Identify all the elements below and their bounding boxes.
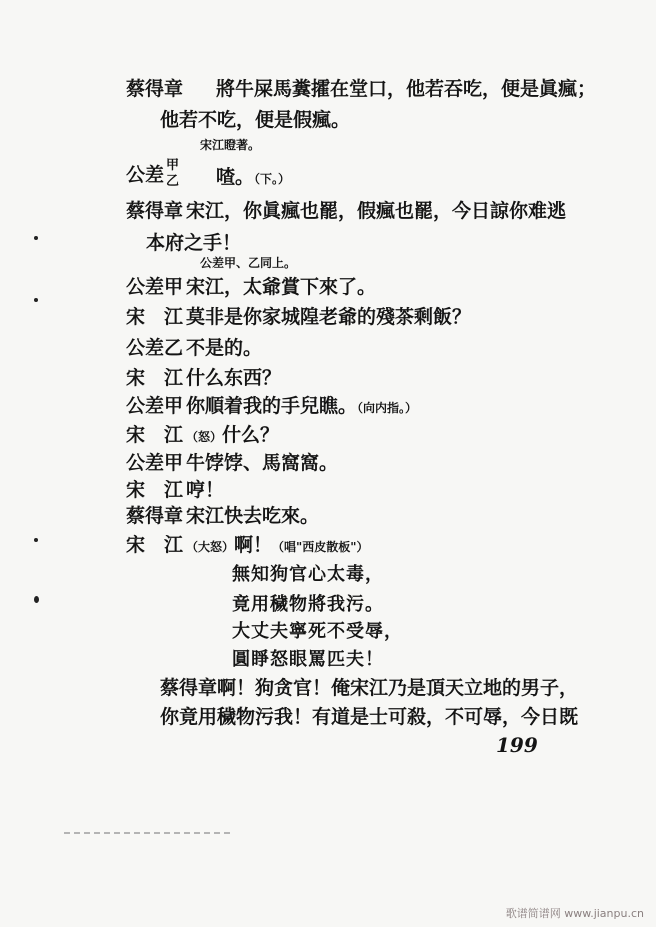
dialogue-text: 哼！ <box>186 479 225 501</box>
speaker: 公差 <box>126 164 165 186</box>
stage-note: （下。） <box>254 172 291 186</box>
dialogue-line-1 <box>126 74 596 101</box>
lyric-line: 大丈夫寧死不受辱， <box>232 621 403 642</box>
dialogue-text: 牛饽饽、馬窩窩。 <box>186 452 339 474</box>
margin-dot <box>34 596 39 603</box>
speaker: 公差甲 <box>126 452 184 474</box>
dialogue-text: 什么？ <box>222 424 280 446</box>
stage-direction: 宋江瞪著。 <box>200 138 261 152</box>
stage-note: （怒） <box>186 430 223 444</box>
dialogue-text: 本府之手！ <box>146 232 242 254</box>
watermark: 歌谱简谱网 www.jianpu.cn <box>505 907 644 920</box>
margin-dot <box>34 236 38 240</box>
lyric-line: 圓睜怒眼罵匹夫！ <box>232 649 384 670</box>
dialogue-line-5 <box>126 196 566 223</box>
stage-direction: 公差甲、乙同上。 <box>200 256 297 270</box>
speaker: 宋 江 <box>126 534 184 556</box>
dialogue-continuation <box>146 228 241 255</box>
dialogue-line <box>126 475 224 502</box>
stage-note: （唱"西皮散板"） <box>272 540 369 554</box>
lyric-line: 竟用穢物將我污。 <box>232 594 384 615</box>
stage-note: （大怒） <box>186 540 235 554</box>
dialogue-text: 宋江快去吃來。 <box>186 505 320 527</box>
speaker: 宋 江 <box>126 479 184 501</box>
dialogue-text: 宋江，太爺賞下來了。 <box>186 276 377 298</box>
dialogue-text: 你順着我的手兒瞧。 <box>186 395 358 417</box>
stage-note: （向内指。） <box>357 401 418 415</box>
speaker: 宋 江 <box>126 306 184 328</box>
dialogue-line <box>126 333 262 360</box>
speaker: 宋 江 <box>126 424 184 446</box>
speaker: 蔡得章 <box>126 505 184 527</box>
speaker: 蔡得章 <box>126 200 184 222</box>
dialogue-line <box>126 420 279 447</box>
dialogue-text: 啊！ <box>234 534 273 556</box>
dialogue-text: 宋江，你眞瘋也罷，假瘋也罷，今日諒你难逃 <box>186 200 567 222</box>
lyric-line: 無知狗官心太毒， <box>232 564 384 585</box>
dialogue-line <box>126 501 319 528</box>
speaker-sub-bottom: 乙 <box>166 174 180 189</box>
dialogue-text: 不是的。 <box>186 337 263 359</box>
margin-dot <box>34 298 38 302</box>
speaker: 公差甲 <box>126 395 184 417</box>
dialogue-continuation <box>160 105 350 132</box>
dialogue-text: 莫非是你家城隍老爺的殘茶剩飯？ <box>186 306 472 328</box>
dialogue-line-gongcha-jiayi <box>126 158 180 189</box>
dialogue-text: 他若不吃，便是假瘋。 <box>160 109 351 131</box>
dialogue-line <box>126 302 471 329</box>
dialogue-line <box>126 272 376 299</box>
dialogue-line <box>126 448 338 475</box>
dialogue-line <box>126 363 281 390</box>
dialogue-line <box>126 391 417 418</box>
speaker-sub-top: 甲 <box>166 158 180 173</box>
dialogue-text: 喳。 <box>216 166 255 188</box>
speaker: 蔡得章 <box>126 78 184 100</box>
speaker: 宋 江 <box>126 367 184 389</box>
margin-dot <box>34 538 38 542</box>
page-number: 199 <box>496 733 538 757</box>
scan-artifact <box>64 832 234 834</box>
dialogue-text: 什么东西？ <box>186 367 282 389</box>
dialogue-line <box>126 530 369 557</box>
speaker: 公差甲 <box>126 276 184 298</box>
closing-line: 你竟用穢物污我！有道是士可殺，不可辱，今日既 <box>160 706 579 728</box>
closing-line: 蔡得章啊！狗贪官！俺宋江乃是頂天立地的男子， <box>160 677 579 699</box>
dialogue-text-row <box>216 162 290 189</box>
dialogue-text: 將牛屎馬糞攉在堂口，他若吞吃，便是眞瘋； <box>216 78 597 100</box>
speaker: 公差乙 <box>126 337 184 359</box>
